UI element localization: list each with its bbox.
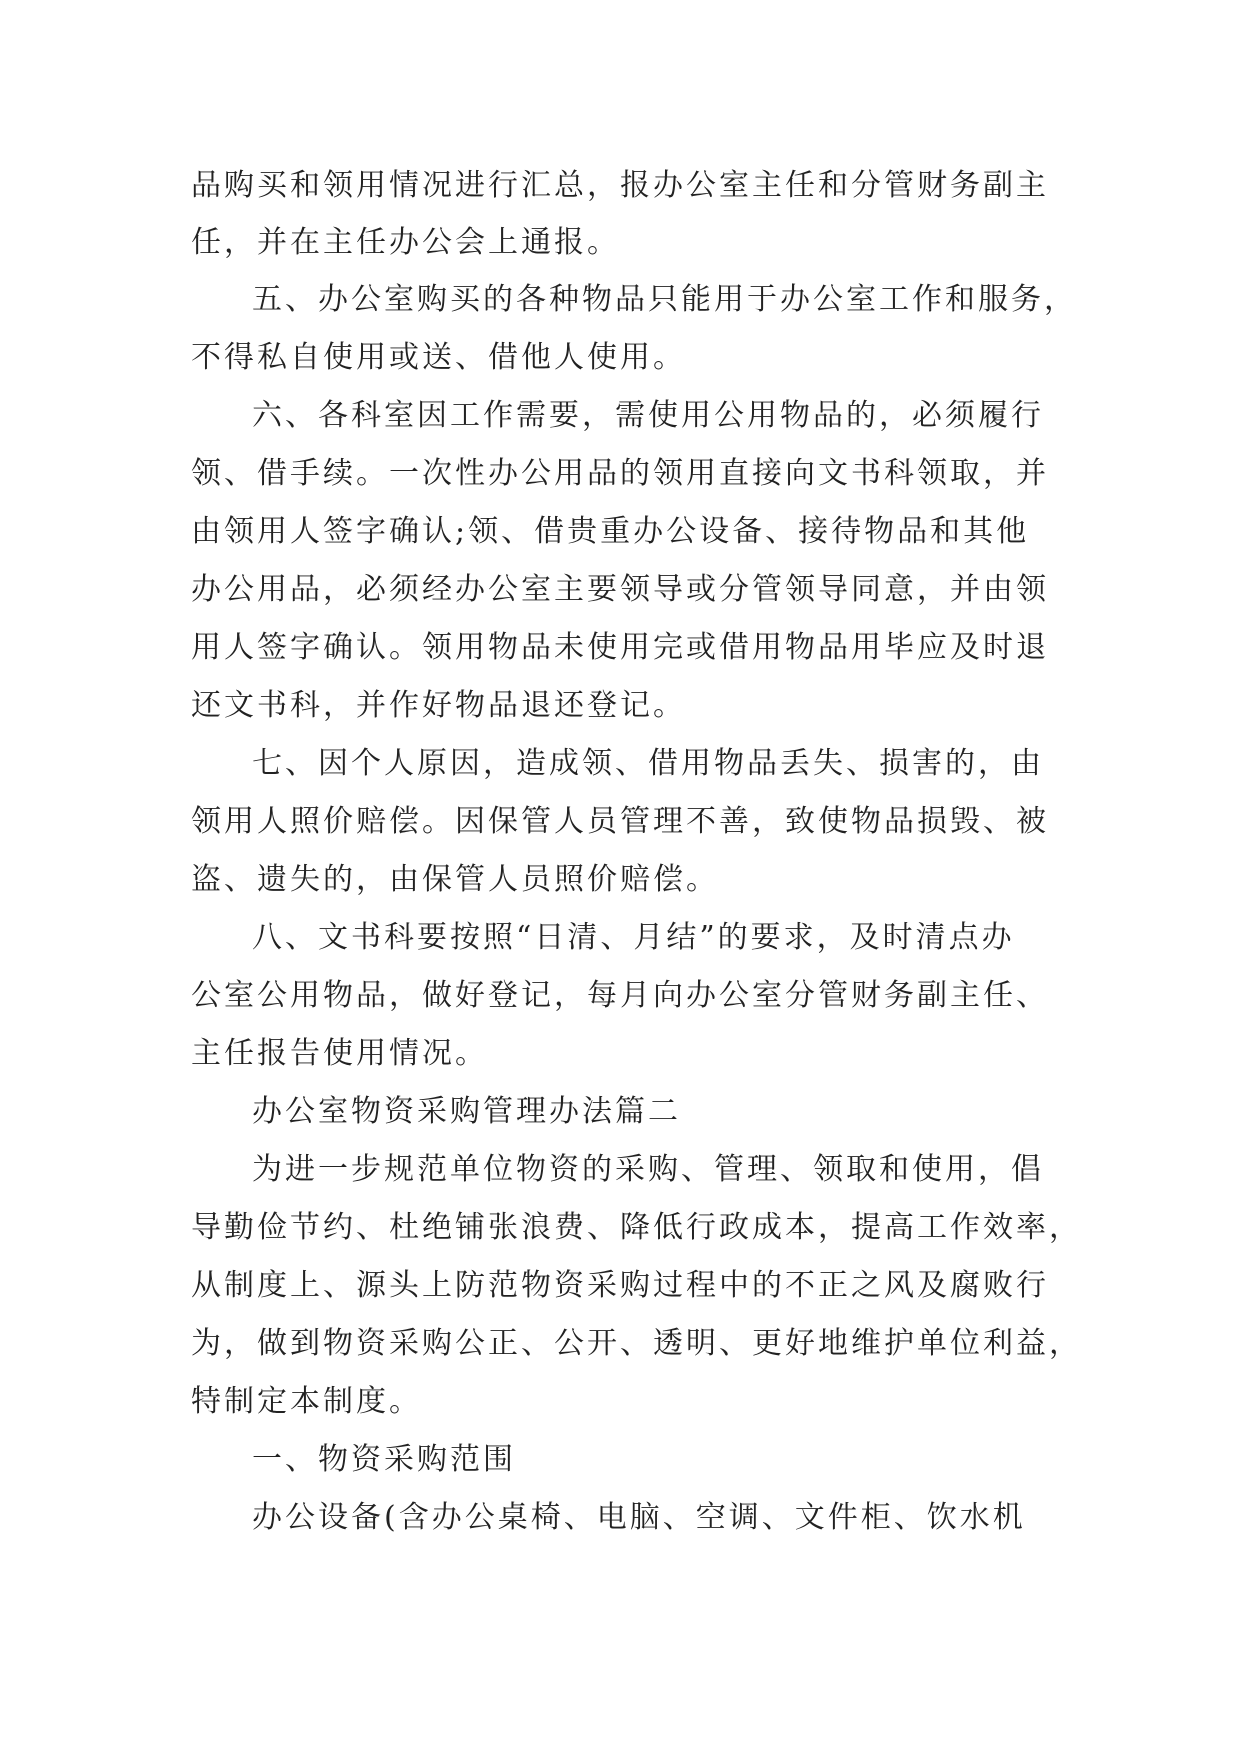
- text-line: 由领用人签字确认;领、借贵重办公设备、接待物品和其他: [191, 514, 1030, 549]
- text-line: 领、借手续。一次性办公用品的领用直接向文书科领取，并: [191, 456, 1049, 491]
- text-line: 办公用品，必须经办公室主要领导或分管领导同意，并由领: [191, 572, 1049, 607]
- text-line: 公室公用物品，做好登记，每月向办公室分管财务副主任、: [191, 978, 1049, 1013]
- text-line: 领用人照价赔偿。因保管人员管理不善，致使物品损毁、被: [191, 804, 1049, 839]
- text-line: 导勤俭节约、杜绝铺张浪费、降低行政成本，提高工作效率，: [191, 1210, 1082, 1245]
- text-line: 特制定本制度。: [191, 1384, 422, 1419]
- text-line: 主任报告使用情况。: [191, 1036, 488, 1071]
- text-line: 还文书科，并作好物品退还登记。: [191, 688, 686, 723]
- text-line: 任，并在主任办公会上通报。: [191, 225, 620, 260]
- text-line: 盗、遗失的，由保管人员照价赔偿。: [191, 862, 719, 897]
- text-line: 五、办公室购买的各种物品只能用于办公室工作和服务，: [252, 282, 1077, 317]
- text-line: 六、各科室因工作需要，需使用公用物品的，必须履行: [252, 398, 1044, 433]
- text-line: 用人签字确认。领用物品未使用完或借用物品用毕应及时退: [191, 630, 1049, 665]
- text-line: 品购买和领用情况进行汇总，报办公室主任和分管财务副主: [191, 168, 1049, 203]
- subsection-heading: 一、物资采购范围: [252, 1442, 516, 1477]
- text-line: 办公设备(含办公桌椅、电脑、空调、文件柜、饮水机: [252, 1500, 1026, 1535]
- text-line: 从制度上、源头上防范物资采购过程中的不正之风及腐败行: [191, 1268, 1049, 1303]
- text-line: 为进一步规范单位物资的采购、管理、领取和使用，倡: [252, 1152, 1044, 1187]
- section-heading: 办公室物资采购管理办法篇二: [252, 1094, 681, 1129]
- text-line: 七、因个人原因，造成领、借用物品丢失、损害的，由: [252, 746, 1044, 781]
- text-line: 不得私自使用或送、借他人使用。: [191, 340, 686, 375]
- text-line: 为，做到物资采购公正、公开、透明、更好地维护单位利益，: [191, 1326, 1082, 1361]
- text-line: 八、文书科要按照“日清、月结”的要求，及时清点办: [252, 920, 1015, 955]
